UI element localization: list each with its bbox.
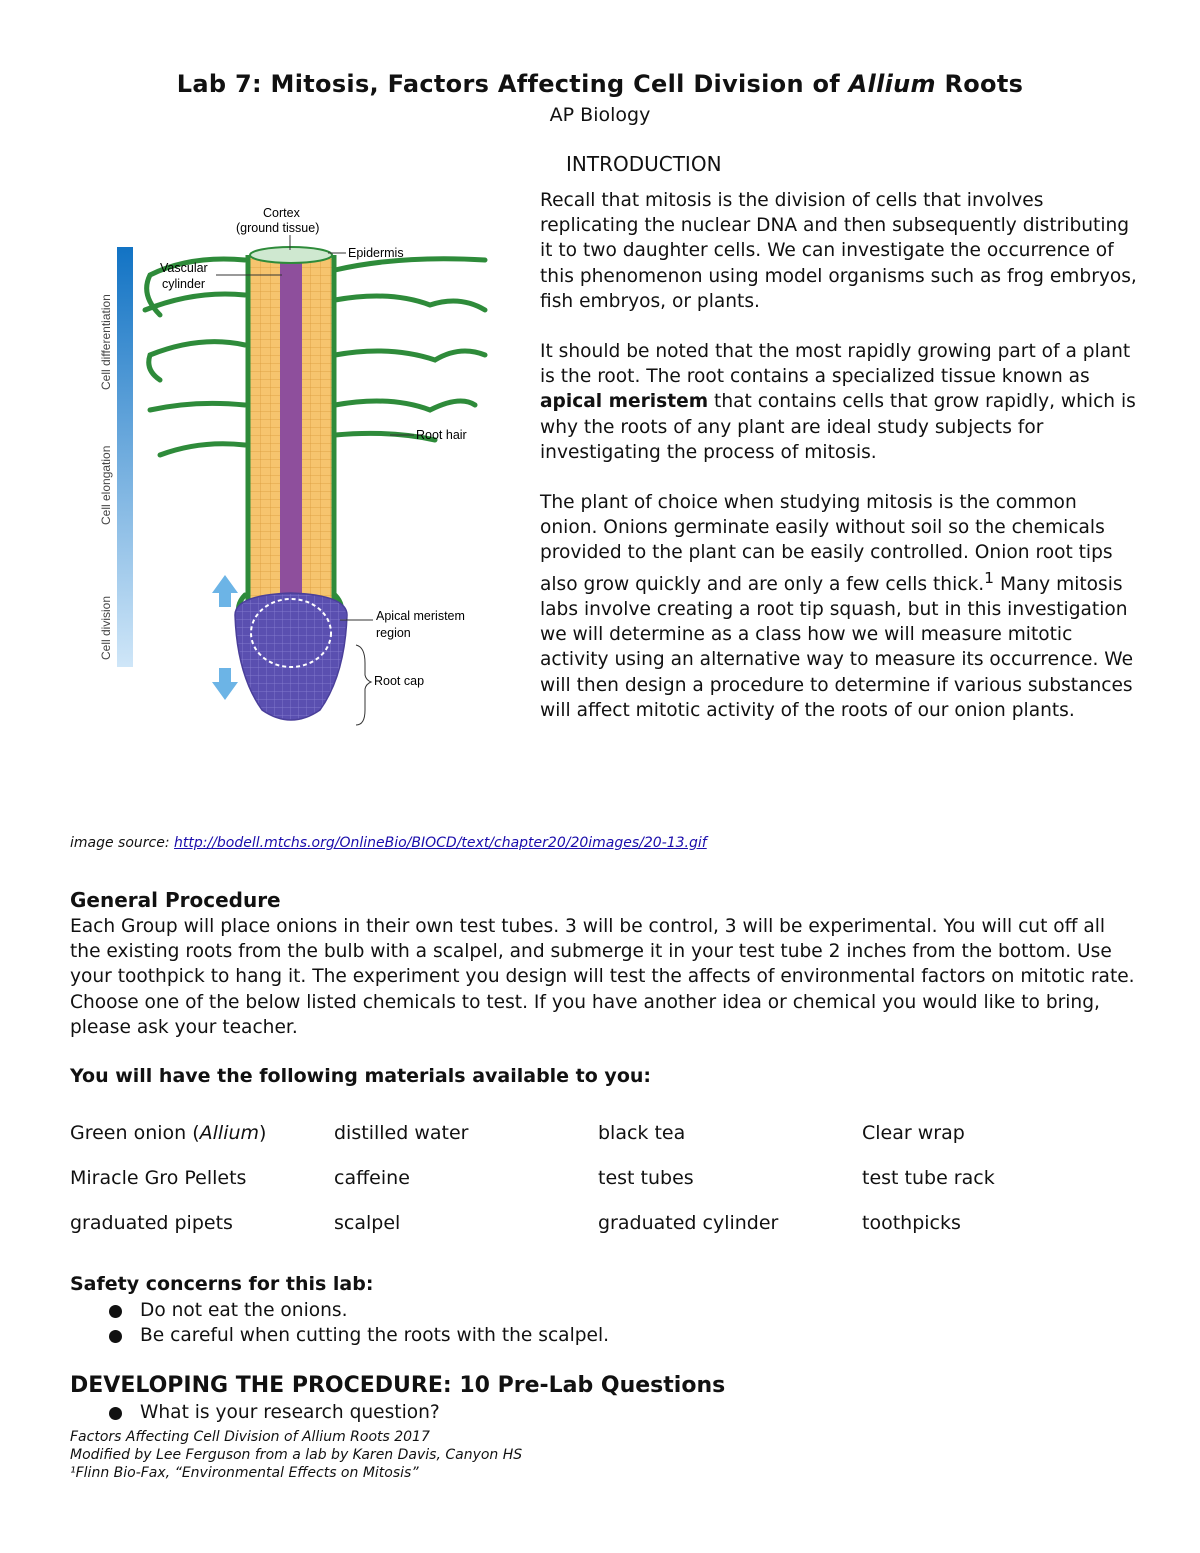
bullet-icon bbox=[109, 1305, 122, 1318]
material-item: test tube rack bbox=[862, 1167, 995, 1189]
ground-tissue-label: (ground tissue) bbox=[236, 221, 320, 235]
introduction-body bbox=[540, 188, 1140, 748]
material-item: Miracle Gro Pellets bbox=[70, 1167, 247, 1189]
cell-elongation-label: Cell elongation bbox=[99, 445, 113, 525]
cylinder-label: cylinder bbox=[162, 277, 206, 291]
list-item: Do not eat the onions. bbox=[70, 1298, 609, 1323]
cell-differentiation-label: Cell differentiation bbox=[99, 294, 113, 390]
material-item: black tea bbox=[598, 1122, 686, 1144]
image-source-link[interactable]: http://bodell.mtchs.org/OnlineBio/BIOCD/text/chapter20/20images/20-13.gif bbox=[174, 835, 707, 851]
region-label: region bbox=[376, 626, 411, 640]
root-cap-label: Root cap bbox=[374, 674, 425, 688]
footer-line: ¹Flinn Bio-Fax, “Environmental Effects on Mitosis” bbox=[70, 1465, 419, 1481]
apical-meristem-label: Apical meristem bbox=[376, 609, 465, 623]
material-item: toothpicks bbox=[862, 1212, 961, 1234]
root-top bbox=[250, 247, 332, 263]
page-footer bbox=[70, 1428, 522, 1482]
page-title: Lab 7: Mitosis, Factors Affecting Cell Division of Allium Roots bbox=[176, 70, 1024, 98]
footer-line: Factors Affecting Cell Division of Allium Roots 2017 bbox=[70, 1429, 430, 1445]
material-item: scalpel bbox=[334, 1212, 401, 1234]
intro-paragraph-2: It should be noted that the most rapidly growing part of a plant is the root. The root contains a specialized tissue known as apical meristem that contains cells that grow rapidly, which is why the roots of any plant are ideal study subjects for investigating the process of mitosis. bbox=[540, 341, 1136, 463]
vascular-cylinder bbox=[280, 255, 302, 625]
materials-row bbox=[70, 1122, 1170, 1167]
root-cap bbox=[235, 593, 347, 720]
material-item: caffeine bbox=[334, 1167, 410, 1189]
list-item: Be careful when cutting the roots with the scalpel. bbox=[70, 1323, 609, 1348]
image-source bbox=[70, 835, 707, 851]
safety-list bbox=[70, 1298, 609, 1348]
image-source-label: image source: bbox=[70, 835, 170, 851]
materials-row bbox=[70, 1167, 1170, 1212]
zone-gradient-bar bbox=[117, 247, 133, 667]
down-arrow bbox=[212, 668, 238, 700]
materials-grid bbox=[70, 1122, 1170, 1257]
cortex-label: Cortex bbox=[263, 206, 300, 220]
epidermis-label: Epidermis bbox=[348, 246, 404, 260]
root-hair-label: Root hair bbox=[416, 428, 467, 442]
material-item: distilled water bbox=[334, 1122, 469, 1144]
footer-line: Modified by Lee Ferguson from a lab by Karen Davis, Canyon HS bbox=[70, 1447, 523, 1463]
bullet-icon bbox=[109, 1407, 122, 1420]
root-diagram bbox=[90, 195, 510, 745]
general-procedure-heading: General Procedure bbox=[70, 888, 281, 912]
up-arrow bbox=[212, 575, 238, 607]
intro-paragraph-3: The plant of choice when studying mitosis is the common onion. Onions germinate easily without soil so the chemicals provided to the plant can be easily controlled. Onion root tips also grow quickly and are only a few cells thick.$^1$ Many mitosis labs involve creating a root tip squash, but in this investigation we will determine as a class how we will measure mitotic activity using an alternative way to measure its occurrence. We will then design a procedure to determine if various substances will affect mitotic activity of the roots of our onion plants. bbox=[540, 492, 1134, 721]
prelab-questions-list bbox=[70, 1400, 440, 1425]
bullet-icon bbox=[109, 1330, 122, 1343]
material-item: test tubes bbox=[598, 1167, 694, 1189]
materials-heading: You will have the following materials available to you: bbox=[70, 1065, 651, 1087]
material-item: Clear wrap bbox=[862, 1122, 965, 1144]
material-item: Green onion (Allium) bbox=[70, 1122, 267, 1144]
general-procedure-text: Each Group will place onions in their own test tubes. 3 will be control, 3 will be experimental. You will cut off all the existing roots from the bulb with a scalpel, and submerge it in your test tube 2 inches from the bottom. Use your toothpick to hang it. The experiment you design will test the affects of environmental factors on mitotic rate. Choose one of the below listed chemicals to test. If you have another idea or chemical you would like to bring, please ask your teacher. bbox=[70, 916, 1135, 1038]
materials-row bbox=[70, 1212, 1170, 1257]
page-subtitle: AP Biology bbox=[549, 104, 651, 126]
developing-heading: DEVELOPING THE PROCEDURE: 10 Pre-Lab Questions bbox=[70, 1373, 726, 1398]
vascular-label: Vascular bbox=[160, 261, 208, 275]
root-cap-bracket bbox=[356, 645, 371, 725]
intro-paragraph-1: Recall that mitosis is the division of cells that involves replicating the nuclear DNA and then subsequently distributing it to two daughter cells. We can investigate the occurrence of this phenomenon using model organisms such as frog embryos, fish embryos, or plants. bbox=[540, 190, 1137, 312]
cell-division-label: Cell division bbox=[99, 595, 113, 660]
introduction-heading: INTRODUCTION bbox=[566, 152, 722, 176]
material-item: graduated pipets bbox=[70, 1212, 233, 1234]
list-item: What is your research question? bbox=[70, 1400, 440, 1425]
safety-heading: Safety concerns for this lab: bbox=[70, 1273, 374, 1295]
material-item: graduated cylinder bbox=[598, 1212, 779, 1234]
